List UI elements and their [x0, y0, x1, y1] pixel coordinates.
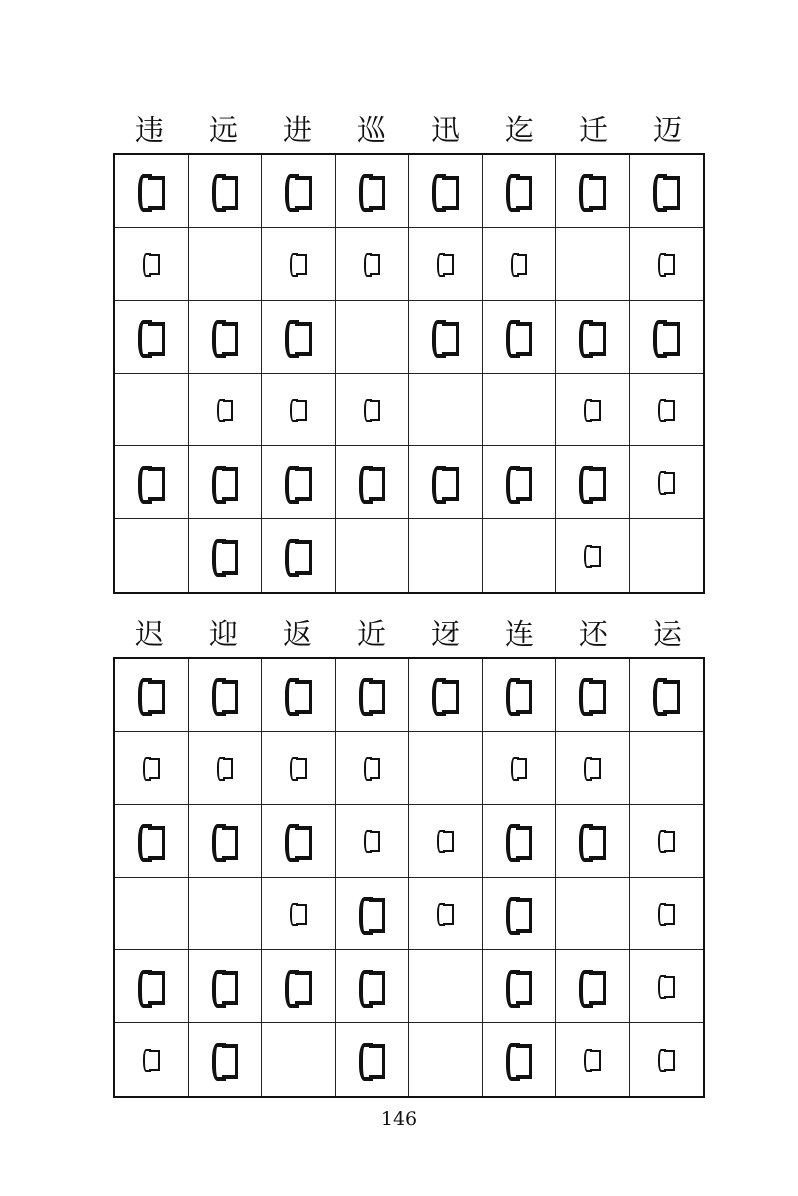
- glyph-cell: [336, 228, 410, 301]
- seal-script-glyph: [283, 464, 313, 501]
- glyph-cell: [556, 950, 630, 1023]
- glyph-cell: [189, 732, 263, 805]
- seal-script-glyph: [651, 318, 682, 355]
- column-header: 迟: [134, 617, 165, 651]
- seal-script-glyph: [509, 252, 528, 276]
- column-header: 进: [282, 113, 313, 147]
- seal-script-glyph: [657, 1047, 676, 1072]
- seal-script-glyph: [430, 172, 460, 209]
- seal-script-glyph: [436, 901, 455, 925]
- column-header: 还: [578, 617, 609, 651]
- seal-script-glyph: [210, 676, 240, 713]
- glyph-cell: [483, 1023, 557, 1096]
- glyph-cell: [483, 878, 557, 951]
- seal-script-glyph: [651, 676, 682, 713]
- seal-script-glyph: [577, 318, 607, 355]
- top-table-headers: [113, 110, 705, 150]
- glyph-cell: [409, 374, 483, 447]
- seal-script-glyph: [583, 1047, 602, 1072]
- glyph-cell: [189, 301, 263, 374]
- glyph-cell: [556, 878, 630, 951]
- glyph-cell: [409, 805, 483, 878]
- glyph-cell: [483, 659, 557, 732]
- glyph-cell: [336, 301, 410, 374]
- glyph-cell: [630, 228, 704, 301]
- seal-script-glyph: [657, 470, 676, 494]
- seal-script-glyph: [362, 252, 381, 276]
- seal-script-glyph: [430, 676, 460, 713]
- seal-script-glyph: [210, 537, 240, 575]
- glyph-cell: [483, 301, 557, 374]
- glyph-cell: [630, 659, 704, 732]
- seal-script-glyph: [289, 901, 308, 925]
- seal-script-glyph: [583, 543, 602, 568]
- glyph-cell: [262, 878, 336, 951]
- seal-script-glyph: [657, 828, 676, 852]
- glyph-cell: [115, 446, 189, 519]
- glyph-cell: [262, 1023, 336, 1096]
- page-number: 146: [380, 1108, 418, 1130]
- bottom-glyph-table: [113, 657, 705, 1098]
- column-header: 近: [356, 617, 387, 651]
- glyph-cell: [115, 732, 189, 805]
- glyph-cell: [556, 659, 630, 732]
- seal-script-glyph: [509, 756, 528, 780]
- glyph-cell: [189, 805, 263, 878]
- glyph-cell: [189, 155, 263, 228]
- glyph-cell: [409, 732, 483, 805]
- glyph-cell: [630, 805, 704, 878]
- column-header: 连: [504, 617, 535, 651]
- seal-script-glyph: [577, 822, 607, 859]
- seal-script-glyph: [142, 1047, 161, 1072]
- glyph-cell: [409, 878, 483, 951]
- glyph-cell: [262, 732, 336, 805]
- seal-script-glyph: [657, 974, 676, 998]
- glyph-cell: [556, 805, 630, 878]
- glyph-cell: [115, 805, 189, 878]
- seal-script-glyph: [289, 756, 308, 780]
- glyph-cell: [336, 805, 410, 878]
- seal-script-glyph: [504, 464, 534, 501]
- glyph-cell: [630, 446, 704, 519]
- glyph-cell: [336, 950, 410, 1023]
- glyph-cell: [409, 446, 483, 519]
- seal-script-glyph: [210, 318, 240, 355]
- seal-script-glyph: [136, 318, 166, 355]
- seal-script-glyph: [289, 252, 308, 276]
- column-header: 迄: [504, 113, 535, 147]
- glyph-cell: [262, 950, 336, 1023]
- seal-script-glyph: [504, 968, 534, 1005]
- glyph-cell: [115, 878, 189, 951]
- glyph-cell: [189, 950, 263, 1023]
- glyph-cell: [483, 732, 557, 805]
- glyph-cell: [409, 950, 483, 1023]
- glyph-cell: [556, 374, 630, 447]
- seal-script-glyph: [362, 397, 381, 421]
- glyph-cell: [336, 155, 410, 228]
- seal-script-glyph: [504, 822, 534, 859]
- glyph-cell: [556, 301, 630, 374]
- glyph-cell: [262, 301, 336, 374]
- glyph-cell: [336, 732, 410, 805]
- glyph-cell: [556, 732, 630, 805]
- seal-script-glyph: [651, 172, 682, 209]
- glyph-cell: [336, 374, 410, 447]
- glyph-cell: [189, 659, 263, 732]
- glyph-cell: [630, 519, 704, 592]
- glyph-cell: [483, 805, 557, 878]
- seal-script-glyph: [577, 968, 607, 1005]
- seal-script-glyph: [577, 676, 607, 713]
- glyph-cell: [630, 155, 704, 228]
- column-header: 迓: [430, 617, 461, 651]
- seal-script-glyph: [357, 172, 387, 209]
- glyph-cell: [483, 446, 557, 519]
- glyph-cell: [483, 374, 557, 447]
- seal-script-glyph: [136, 968, 166, 1005]
- column-header: 违: [134, 113, 165, 147]
- glyph-cell: [630, 1023, 704, 1096]
- glyph-cell: [336, 1023, 410, 1096]
- column-header: 迅: [430, 113, 461, 147]
- seal-script-glyph: [215, 756, 234, 780]
- glyph-cell: [409, 659, 483, 732]
- seal-script-glyph: [136, 172, 166, 209]
- glyph-cell: [115, 1023, 189, 1096]
- glyph-cell: [262, 659, 336, 732]
- glyph-cell: [115, 519, 189, 592]
- seal-script-glyph: [657, 397, 676, 421]
- glyph-cell: [115, 228, 189, 301]
- seal-script-glyph: [504, 895, 534, 932]
- top-glyph-table: [113, 153, 705, 594]
- seal-script-glyph: [210, 1041, 240, 1079]
- seal-script-glyph: [504, 318, 534, 355]
- seal-script-glyph: [210, 822, 240, 859]
- seal-script-glyph: [504, 172, 534, 209]
- seal-script-glyph: [142, 252, 161, 276]
- glyph-cell: [262, 519, 336, 592]
- column-header: 巡: [356, 113, 387, 147]
- glyph-cell: [262, 446, 336, 519]
- glyph-cell: [409, 519, 483, 592]
- seal-script-glyph: [504, 1041, 534, 1079]
- glyph-cell: [336, 446, 410, 519]
- glyph-cell: [189, 446, 263, 519]
- seal-script-glyph: [357, 1041, 387, 1079]
- glyph-cell: [115, 301, 189, 374]
- seal-script-glyph: [583, 397, 602, 421]
- glyph-cell: [262, 805, 336, 878]
- seal-script-glyph: [504, 676, 534, 713]
- seal-script-glyph: [357, 676, 387, 713]
- column-header: 返: [282, 617, 313, 651]
- glyph-cell: [336, 878, 410, 951]
- seal-script-glyph: [142, 756, 161, 780]
- seal-script-glyph: [289, 397, 308, 421]
- glyph-cell: [189, 878, 263, 951]
- glyph-cell: [262, 374, 336, 447]
- seal-script-glyph: [283, 676, 313, 713]
- seal-script-glyph: [583, 756, 602, 780]
- seal-script-glyph: [136, 822, 166, 859]
- bottom-table-headers: [113, 614, 705, 654]
- column-header: 运: [652, 617, 683, 651]
- seal-script-glyph: [577, 172, 607, 209]
- column-header: 迁: [578, 113, 609, 147]
- glyph-cell: [409, 228, 483, 301]
- seal-script-glyph: [430, 464, 460, 501]
- glyph-cell: [115, 374, 189, 447]
- glyph-cell: [630, 301, 704, 374]
- column-header: 远: [208, 113, 239, 147]
- seal-script-glyph: [215, 397, 234, 421]
- glyph-cell: [556, 519, 630, 592]
- seal-script-glyph: [283, 822, 313, 859]
- glyph-cell: [262, 228, 336, 301]
- glyph-cell: [630, 374, 704, 447]
- seal-script-glyph: [357, 968, 387, 1005]
- glyph-cell: [336, 519, 410, 592]
- glyph-cell: [630, 732, 704, 805]
- glyph-cell: [409, 155, 483, 228]
- seal-script-glyph: [362, 828, 381, 852]
- glyph-cell: [556, 155, 630, 228]
- glyph-cell: [556, 446, 630, 519]
- seal-script-glyph: [283, 968, 313, 1005]
- seal-script-glyph: [430, 318, 460, 355]
- seal-script-glyph: [283, 318, 313, 355]
- seal-script-glyph: [136, 676, 166, 713]
- seal-script-glyph: [436, 252, 455, 276]
- seal-script-glyph: [136, 464, 166, 501]
- glyph-cell: [483, 155, 557, 228]
- seal-script-glyph: [210, 172, 240, 209]
- glyph-cell: [556, 1023, 630, 1096]
- seal-script-glyph: [357, 464, 387, 501]
- glyph-cell: [483, 228, 557, 301]
- glyph-cell: [189, 1023, 263, 1096]
- seal-script-glyph: [283, 537, 313, 575]
- seal-script-glyph: [436, 828, 455, 852]
- column-header: 迈: [652, 113, 683, 147]
- glyph-cell: [189, 374, 263, 447]
- glyph-cell: [556, 228, 630, 301]
- glyph-cell: [630, 878, 704, 951]
- seal-script-glyph: [657, 901, 676, 925]
- seal-script-glyph: [283, 172, 313, 209]
- seal-script-glyph: [210, 464, 240, 501]
- seal-script-glyph: [577, 464, 607, 501]
- glyph-cell: [115, 659, 189, 732]
- glyph-cell: [409, 301, 483, 374]
- column-header: 迎: [208, 617, 239, 651]
- glyph-cell: [483, 950, 557, 1023]
- glyph-cell: [483, 519, 557, 592]
- seal-script-glyph: [362, 756, 381, 780]
- glyph-cell: [115, 950, 189, 1023]
- glyph-cell: [115, 155, 189, 228]
- glyph-cell: [409, 1023, 483, 1096]
- glyph-cell: [189, 228, 263, 301]
- glyph-cell: [630, 950, 704, 1023]
- glyph-cell: [262, 155, 336, 228]
- seal-script-glyph: [657, 252, 676, 276]
- glyph-cell: [336, 659, 410, 732]
- glyph-cell: [189, 519, 263, 592]
- seal-script-glyph: [210, 968, 240, 1005]
- seal-script-glyph: [357, 895, 387, 932]
